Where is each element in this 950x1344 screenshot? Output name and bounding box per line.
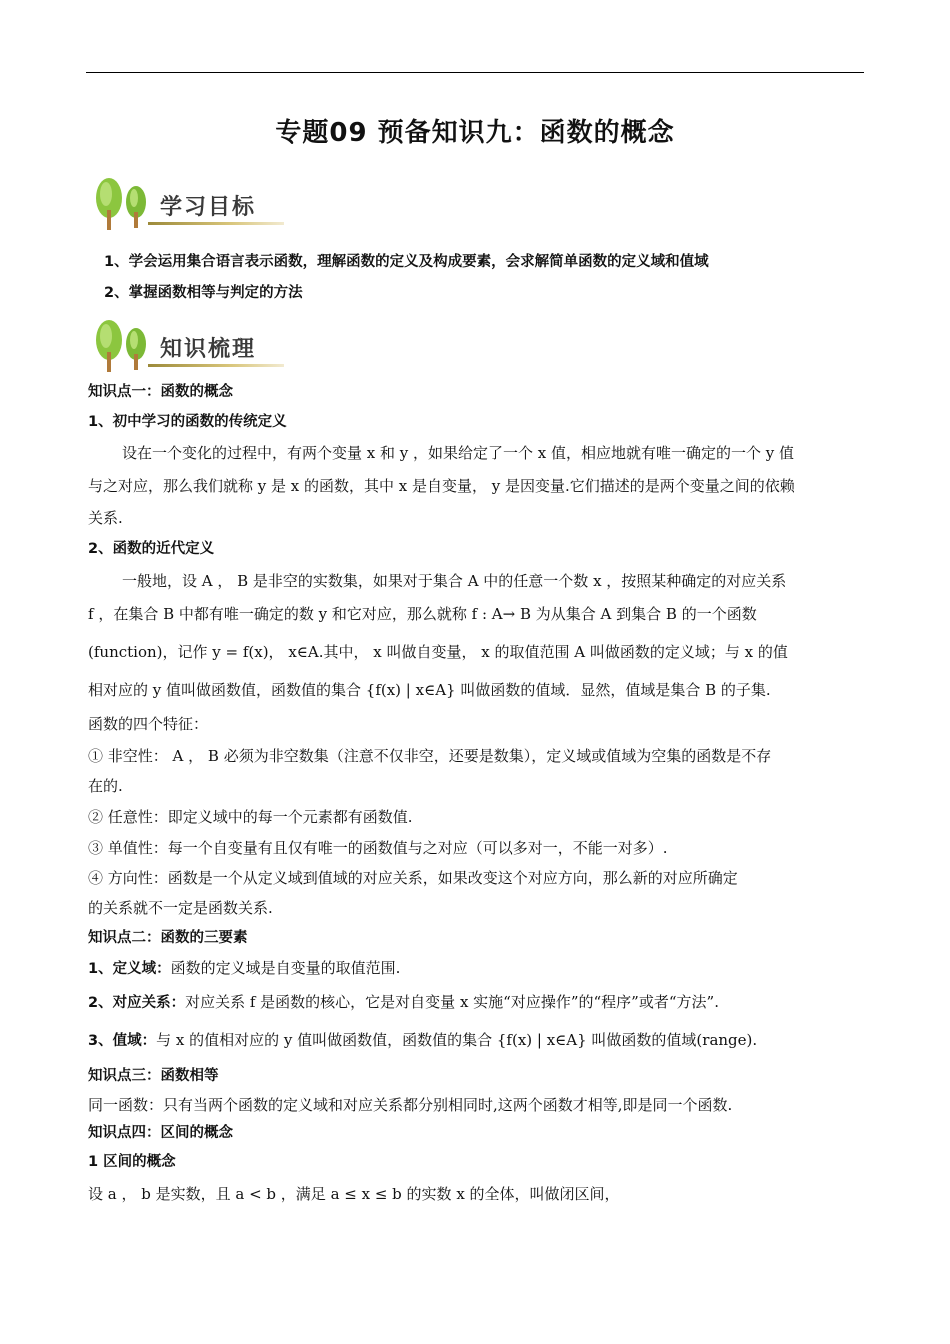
element-2-label: 2、对应关系： bbox=[88, 995, 186, 1011]
kp3-heading: 知识点三：函数相等 bbox=[88, 1068, 219, 1084]
kp4-heading: 知识点四：区间的概念 bbox=[88, 1125, 233, 1141]
kp2-heading: 知识点二：函数的三要素 bbox=[88, 930, 248, 946]
element-2-text: 对应关系 f 是函数的核心，它是对自变量 x 实施“对应操作”的“程序”或者“方法”. bbox=[185, 993, 719, 1011]
section-1-heading: 1、初中学习的函数的传统定义 bbox=[88, 414, 287, 430]
element-3-text: 与 x 的值相对应的 y 值叫做函数值，函数值的集合 {f(x) | x∈A} 叫做函数的值域(range). bbox=[156, 1031, 758, 1049]
tree-icon bbox=[92, 316, 156, 374]
element-3-label: 3、值域： bbox=[88, 1033, 157, 1049]
tree-icon bbox=[92, 174, 156, 232]
element-2 bbox=[88, 992, 719, 1013]
feature-3: ③ 单值性：每一个自变量有且仅有唯一的函数值与之对应（可以多对一，不能一对多）. bbox=[88, 839, 668, 857]
features-intro: 函数的四个特征： bbox=[88, 715, 209, 733]
para-1c: 关系. bbox=[88, 509, 123, 527]
para-1b: 与之对应，那么我们就称 y 是 x 的函数，其中 x 是自变量， y 是因变量.它们描述的是两个变量之间的依赖 bbox=[88, 477, 795, 495]
goal-2: 2、掌握函数相等与判定的方法 bbox=[104, 285, 303, 301]
section-2-heading: 2、函数的近代定义 bbox=[88, 541, 215, 557]
para-2d: 相对应的 y 值叫做函数值，函数值的集合 {f(x) | x∈A} 叫做函数的值域．显然，值域是集合 B 的子集. bbox=[88, 681, 771, 699]
goals-banner-label: 学习目标 bbox=[160, 195, 257, 220]
para-2b: f ，在集合 B 中都有唯一确定的数 y 和它对应，那么就称 f : A→ B 为从集合 A 到集合 B 的一个函数 bbox=[88, 605, 757, 623]
element-3 bbox=[88, 1030, 757, 1051]
feature-4a: ④ 方向性：函数是一个从定义域到值域的对应关系，如果改变这个对应方向，那么新的对应所确定 bbox=[88, 869, 738, 887]
feature-1b: 在的. bbox=[88, 777, 123, 795]
feature-2: ② 任意性：即定义域中的每一个元素都有函数值. bbox=[88, 808, 413, 826]
element-1-label: 1、定义域： bbox=[88, 961, 171, 977]
element-1 bbox=[88, 958, 400, 979]
para-2a: 一般地，设 A ， B 是非空的实数集，如果对于集合 A 中的任意一个数 x ，按照某种确定的对应关系 bbox=[122, 572, 787, 590]
feature-4b: 的关系就不一定是函数关系. bbox=[88, 899, 273, 917]
para-4: 设 a ， b 是实数，且 a < b ，满足 a ≤ x ≤ b 的实数 x 的全体，叫做闭区间， bbox=[88, 1185, 620, 1203]
header-rule bbox=[86, 72, 864, 73]
feature-1a: ① 非空性： A ， B 必须为非空数集（注意不仅非空，还要是数集），定义域或值域为空集的函数是不存 bbox=[88, 747, 772, 765]
para-2c: (function)，记作 y = f(x)， x∈A.其中， x 叫做自变量， x 的取值范围 A 叫做函数的定义域；与 x 的值 bbox=[88, 643, 788, 661]
kp1-heading: 知识点一：函数的概念 bbox=[88, 384, 233, 400]
section-4-heading: 1 区间的概念 bbox=[88, 1154, 176, 1170]
kp3-text: 同一函数：只有当两个函数的定义域和对应关系都分别相同时,这两个函数才相等,即是同一个函数. bbox=[88, 1096, 733, 1114]
page-title: 专题09 预备知识九：函数的概念 bbox=[275, 118, 675, 148]
goals-banner bbox=[92, 174, 288, 232]
para-1a: 设在一个变化的过程中，有两个变量 x 和 y ，如果给定了一个 x 值，相应地就有唯一确定的一个 y 值 bbox=[122, 444, 795, 462]
knowledge-banner bbox=[92, 316, 288, 374]
knowledge-banner-underline bbox=[148, 364, 284, 367]
element-1-text: 函数的定义域是自变量的取值范围. bbox=[170, 959, 401, 977]
goal-1: 1、学会运用集合语言表示函数，理解函数的定义及构成要素，会求解简单函数的定义域和值域 bbox=[104, 254, 709, 270]
knowledge-banner-label: 知识梳理 bbox=[160, 337, 257, 362]
goals-banner-underline bbox=[148, 222, 284, 225]
